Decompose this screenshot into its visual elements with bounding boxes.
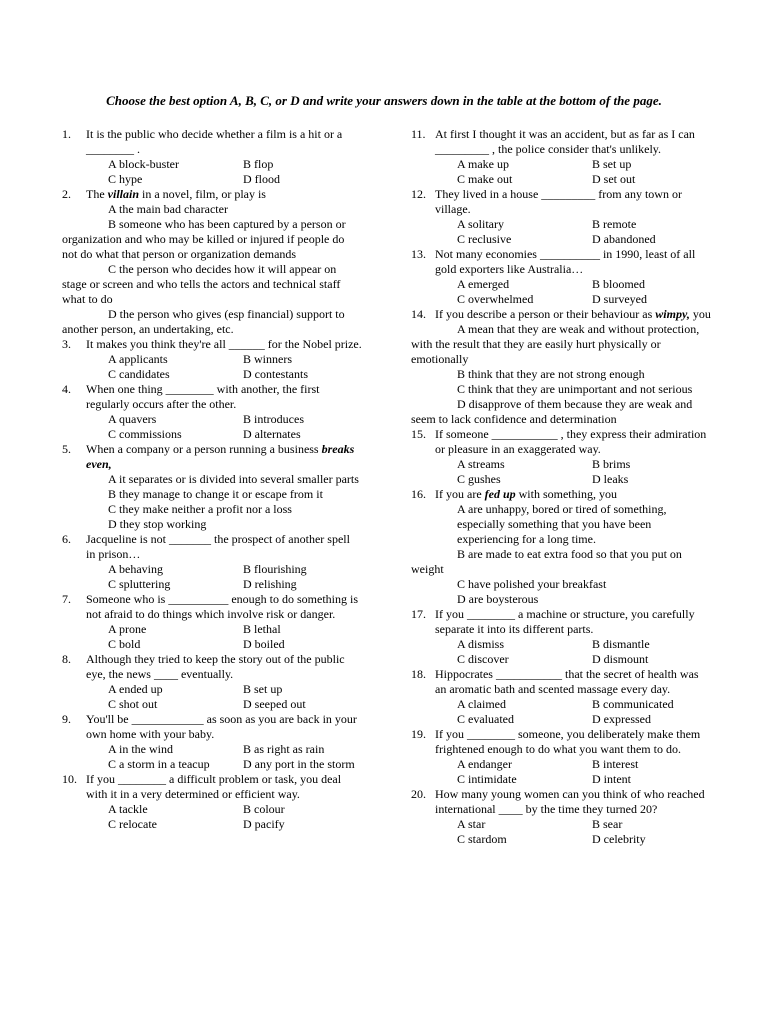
question-stem — [62, 442, 362, 472]
question-stem — [411, 307, 711, 322]
question-text: When one thing ________ with another, the first regularly occurs after the other. — [86, 382, 320, 411]
question-number: 12. — [411, 187, 426, 201]
answer-options — [411, 157, 711, 187]
answer-option: D contestants — [243, 367, 308, 381]
answer-option: A in the wind — [108, 742, 173, 756]
answer-option: D celebrity — [592, 832, 646, 846]
question-item — [62, 712, 362, 772]
question-stem — [62, 592, 362, 622]
question-item — [62, 337, 362, 382]
answer-option: C gushes — [457, 472, 501, 486]
answer-options — [62, 682, 362, 712]
question-number: 14. — [411, 307, 426, 321]
question-stem — [411, 727, 711, 757]
question-number: 9. — [62, 712, 71, 726]
question-stem — [411, 427, 711, 457]
answer-option: A solitary — [457, 217, 504, 231]
answer-options — [411, 757, 711, 787]
answer-option: D seeped out — [243, 697, 306, 711]
answer-option: C relocate — [108, 817, 157, 831]
answer-option: D they stop working — [108, 517, 207, 531]
question-item — [62, 382, 362, 442]
question-text: If you ________ someone, you deliberately make them frightened enough to do what you want them to do. — [435, 727, 701, 756]
question-stem — [411, 607, 711, 637]
answer-option: A mean that they are weak and without protection, with the result that they are easily hurt physically or emotionally — [411, 322, 700, 366]
answer-option: C intimidate — [457, 772, 517, 786]
answer-option: D abandoned — [592, 232, 656, 246]
question-text: It makes you think they're all ______ for the Nobel prize. — [86, 337, 362, 351]
question-item — [411, 727, 711, 787]
question-item — [62, 127, 362, 187]
answer-option: B remote — [592, 217, 637, 231]
question-item — [411, 787, 711, 847]
question-item — [411, 247, 711, 307]
question-item — [411, 307, 711, 427]
question-stem — [411, 127, 711, 157]
answer-option: C the person who decides how it will appear on stage or screen and who tells the actors and technical staff what to do — [62, 262, 341, 306]
question-number: 17. — [411, 607, 426, 621]
answer-option: C hype — [108, 172, 143, 186]
answer-option: B flop — [243, 157, 274, 171]
question-text: The — [86, 187, 108, 201]
answer-option: B interest — [592, 757, 639, 771]
question-number: 10. — [62, 772, 77, 786]
question-item — [62, 772, 362, 832]
question-item — [62, 652, 362, 712]
question-keyword: fed up — [484, 487, 516, 501]
answer-option: C overwhelmed — [457, 292, 534, 306]
answer-options — [62, 157, 362, 187]
question-text-tail: with something, you — [515, 487, 617, 501]
answer-option: A applicants — [108, 352, 168, 366]
question-item — [62, 592, 362, 652]
answer-option: B brims — [592, 457, 631, 471]
question-stem — [411, 787, 711, 817]
question-text: If you describe a person or their behaviour as — [435, 307, 656, 321]
question-number: 20. — [411, 787, 426, 801]
question-stem — [62, 337, 362, 352]
answer-option: B think that they are not strong enough — [457, 367, 645, 381]
answer-option: C reclusive — [457, 232, 512, 246]
question-text: If you are — [435, 487, 485, 501]
answer-option: B they manage to change it or escape from it — [108, 487, 323, 501]
question-stem — [411, 247, 711, 277]
question-text: They lived in a house _________ from any town or village. — [435, 187, 682, 216]
answer-option: B set up — [592, 157, 632, 171]
question-stem — [62, 652, 362, 682]
question-text: It is the public who decide whether a film is a hit or a ________ . — [86, 127, 343, 156]
answer-option: D surveyed — [592, 292, 647, 306]
answer-option: A emerged — [457, 277, 510, 291]
question-stem — [62, 772, 362, 802]
question-number: 18. — [411, 667, 426, 681]
question-item — [62, 532, 362, 592]
left-column — [62, 127, 362, 832]
answer-option: A are unhappy, bored or tired of something, especially something that you have been experiencing for a long time. — [457, 502, 667, 546]
question-stem — [62, 532, 362, 562]
answer-option: D pacify — [243, 817, 285, 831]
answer-option: D expressed — [592, 712, 651, 726]
question-item — [411, 127, 711, 187]
question-number: 5. — [62, 442, 71, 456]
answer-option: C they make neither a profit nor a loss — [108, 502, 292, 516]
answer-option: A tackle — [108, 802, 148, 816]
question-stem — [62, 187, 362, 202]
answer-option: D intent — [592, 772, 631, 786]
answer-option: C stardom — [457, 832, 507, 846]
question-number: 13. — [411, 247, 426, 261]
answer-options — [62, 412, 362, 442]
answer-option: A claimed — [457, 697, 506, 711]
answer-options — [411, 697, 711, 727]
question-number: 3. — [62, 337, 71, 351]
answer-option: B are made to eat extra food so that you put on weight — [411, 547, 682, 576]
answer-option: A the main bad character — [108, 202, 228, 216]
question-text: Jacqueline is not _______ the prospect of another spell in prison… — [86, 532, 350, 561]
answer-options — [411, 817, 711, 847]
right-column — [411, 127, 711, 847]
question-text: Someone who is __________ enough to do something is not afraid to do things which involve risk or danger. — [86, 592, 358, 621]
question-text-tail: you — [689, 307, 711, 321]
answer-option: C have polished your breakfast — [457, 577, 607, 591]
answer-option: A dismiss — [457, 637, 505, 651]
question-item — [411, 187, 711, 247]
answer-option: C shot out — [108, 697, 158, 711]
question-keyword: villain — [107, 187, 139, 201]
answer-option: B someone who has been captured by a person or organization and who may be killed or injured if people do not do what that person or organization demands — [62, 217, 346, 261]
question-number: 4. — [62, 382, 71, 396]
answer-option: C discover — [457, 652, 509, 666]
answer-option: B sear — [592, 817, 623, 831]
question-number: 1. — [62, 127, 71, 141]
answer-option: A block-buster — [108, 157, 179, 171]
question-item — [411, 427, 711, 487]
question-item — [411, 667, 711, 727]
question-text: Not many economies __________ in 1990, least of all gold exporters like Australia… — [435, 247, 696, 276]
question-text-tail: in a novel, film, or play is — [139, 187, 266, 201]
question-item — [411, 487, 711, 607]
answer-option: D dismount — [592, 652, 649, 666]
answer-option: D flood — [243, 172, 280, 186]
answer-option: C evaluated — [457, 712, 514, 726]
answer-option: B lethal — [243, 622, 281, 636]
answer-option: B winners — [243, 352, 292, 366]
answer-option: A behaving — [108, 562, 163, 576]
answer-option: B as right as rain — [243, 742, 325, 756]
answer-option: D relishing — [243, 577, 297, 591]
question-stem — [411, 187, 711, 217]
answer-option: C spluttering — [108, 577, 171, 591]
answer-options — [411, 277, 711, 307]
answer-option: A ended up — [108, 682, 163, 696]
answer-option: B colour — [243, 802, 285, 816]
question-text: If you ________ a difficult problem or task, you deal with it in a very determined or efficient way. — [86, 772, 342, 801]
question-number: 7. — [62, 592, 71, 606]
question-text: At first I thought it was an accident, but as far as I can _________ , the police consider that's unlikely. — [435, 127, 695, 156]
answer-option: D alternates — [243, 427, 301, 441]
answer-options — [62, 562, 362, 592]
question-text: How many young women can you think of who reached international ____ by the time they turned 20? — [435, 787, 705, 816]
answer-option: B dismantle — [592, 637, 650, 651]
question-text: When a company or a person running a business — [86, 442, 322, 456]
answer-option: D disapprove of them because they are weak and seem to lack confidence and determination — [411, 397, 693, 426]
answer-option: C bold — [108, 637, 141, 651]
question-item — [62, 187, 362, 337]
question-number: 16. — [411, 487, 426, 501]
question-keyword: breaks even, — [86, 442, 355, 471]
question-stem — [62, 382, 362, 412]
answer-option: B introduces — [243, 412, 304, 426]
answer-option: C commissions — [108, 427, 182, 441]
question-stem — [411, 487, 711, 502]
question-item — [62, 442, 362, 532]
answer-options — [62, 742, 362, 772]
answer-option: C think that they are unimportant and not serious — [457, 382, 693, 396]
question-number: 8. — [62, 652, 71, 666]
question-stem — [62, 712, 362, 742]
question-number: 6. — [62, 532, 71, 546]
answer-option: A endanger — [457, 757, 512, 771]
answer-options — [62, 622, 362, 652]
answer-option: A star — [457, 817, 486, 831]
answer-option: D any port in the storm — [243, 757, 355, 771]
question-number: 11. — [411, 127, 426, 141]
answer-option: D set out — [592, 172, 636, 186]
answer-option: C a storm in a teacup — [108, 757, 210, 771]
answer-option: A streams — [457, 457, 505, 471]
question-stem — [62, 127, 362, 157]
question-number: 19. — [411, 727, 426, 741]
question-stem — [411, 667, 711, 697]
answer-option: A make up — [457, 157, 509, 171]
answer-option: B bloomed — [592, 277, 645, 291]
answer-options — [62, 802, 362, 832]
answer-option: C candidates — [108, 367, 170, 381]
answer-options — [411, 217, 711, 247]
answer-option: D boiled — [243, 637, 285, 651]
question-number: 15. — [411, 427, 426, 441]
answer-option: B communicated — [592, 697, 674, 711]
instructions-heading: Choose the best option A, B, C, or D and write your answers down in the table at the bottom of the page. — [106, 93, 662, 108]
question-text: You'll be ____________ as soon as you are back in your own home with your baby. — [86, 712, 357, 741]
question-item — [411, 607, 711, 667]
answer-option: A quavers — [108, 412, 157, 426]
answer-options — [411, 457, 711, 487]
question-keyword: wimpy, — [655, 307, 690, 321]
answer-option: B flourishing — [243, 562, 307, 576]
answer-option: D are boysterous — [457, 592, 539, 606]
answer-option: B set up — [243, 682, 283, 696]
question-number: 2. — [62, 187, 71, 201]
question-text: If someone ___________ , they express their admiration or pleasure in an exaggerated way. — [435, 427, 707, 456]
question-text: Although they tried to keep the story out of the public eye, the news ____ eventually. — [86, 652, 345, 681]
question-text: If you ________ a machine or structure, you carefully separate it into its different parts. — [435, 607, 695, 636]
question-text: Hippocrates ___________ that the secret of health was an aromatic bath and scented massage every day. — [435, 667, 699, 696]
answer-options — [411, 637, 711, 667]
answer-options — [62, 352, 362, 382]
answer-option: D the person who gives (esp financial) support to another person, an undertaking, etc. — [62, 307, 345, 336]
answer-option: A it separates or is divided into several smaller parts — [108, 472, 359, 486]
answer-option: A prone — [108, 622, 147, 636]
answer-option: C make out — [457, 172, 513, 186]
answer-option: D leaks — [592, 472, 629, 486]
